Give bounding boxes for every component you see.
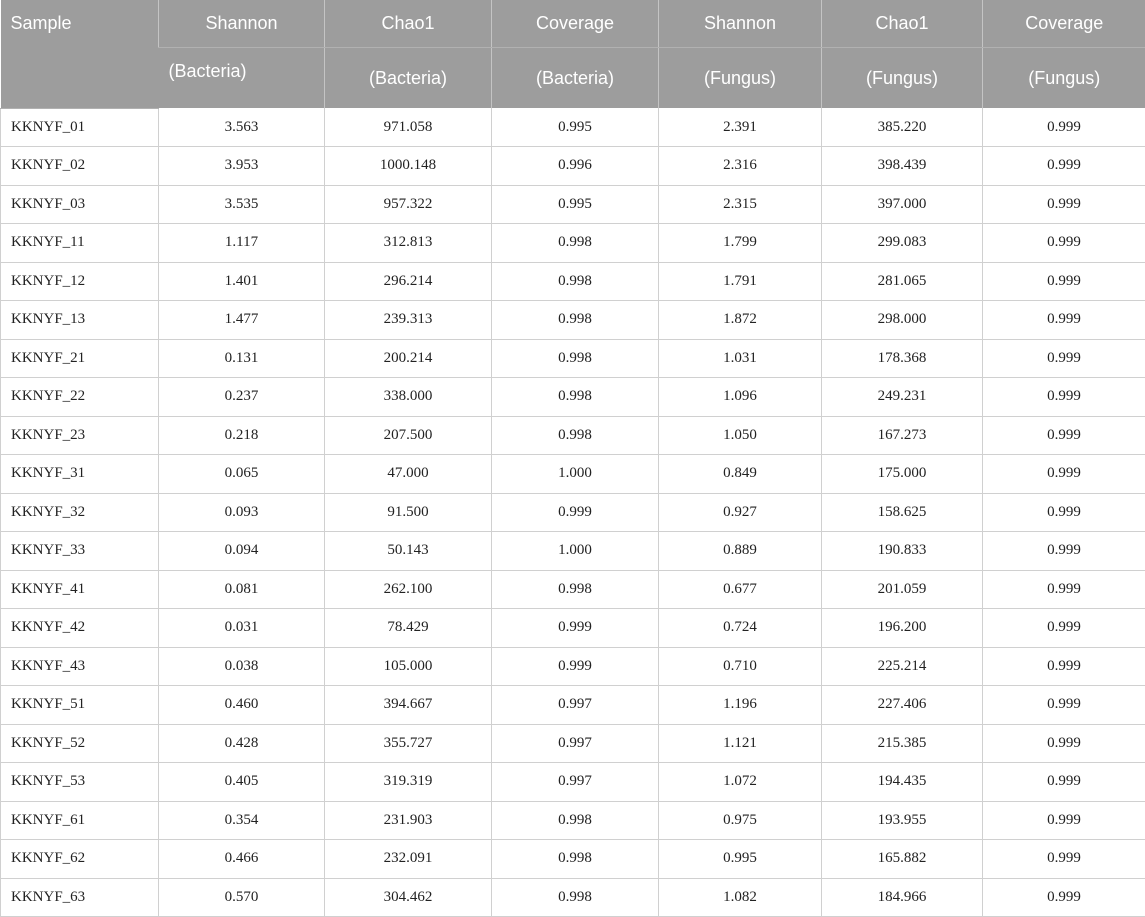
table-row [1, 147, 1145, 186]
cell-sample: KKNYF_22 [1, 378, 159, 417]
cell-coverage-fungus: 0.999 [983, 301, 1145, 340]
cell-chao1-bacteria: 78.429 [325, 609, 492, 648]
table-row [1, 609, 1145, 648]
cell-chao1-fungus: 196.200 [822, 609, 983, 648]
cell-sample: KKNYF_03 [1, 185, 159, 224]
cell-coverage-bacteria: 0.998 [492, 570, 659, 609]
cell-chao1-bacteria: 262.100 [325, 570, 492, 609]
cell-coverage-fungus: 0.999 [983, 147, 1145, 186]
cell-chao1-fungus: 167.273 [822, 416, 983, 455]
cell-chao1-bacteria: 355.727 [325, 724, 492, 763]
cell-sample: KKNYF_51 [1, 686, 159, 725]
header-coverage-bacteria: Coverage [492, 0, 659, 48]
cell-sample: KKNYF_41 [1, 570, 159, 609]
cell-shannon-bacteria: 1.477 [159, 301, 325, 340]
cell-coverage-bacteria: 0.998 [492, 378, 659, 417]
cell-coverage-fungus: 0.999 [983, 455, 1145, 494]
cell-shannon-fungus: 1.050 [659, 416, 822, 455]
cell-coverage-bacteria: 0.998 [492, 224, 659, 263]
header-chao1-bacteria: Chao1 [325, 0, 492, 48]
header-subtitle: (Fungus) [659, 48, 822, 109]
cell-chao1-bacteria: 105.000 [325, 647, 492, 686]
cell-shannon-bacteria: 1.117 [159, 224, 325, 263]
cell-chao1-bacteria: 50.143 [325, 532, 492, 571]
cell-sample: KKNYF_12 [1, 262, 159, 301]
cell-chao1-fungus: 201.059 [822, 570, 983, 609]
cell-sample: KKNYF_21 [1, 339, 159, 378]
header-coverage-fungus: Coverage [983, 0, 1145, 48]
cell-sample: KKNYF_63 [1, 878, 159, 917]
table-row [1, 570, 1145, 609]
cell-shannon-bacteria: 3.953 [159, 147, 325, 186]
cell-coverage-fungus: 0.999 [983, 686, 1145, 725]
cell-shannon-fungus: 1.072 [659, 763, 822, 802]
table-row [1, 108, 1145, 147]
header-shannon-fungus: Shannon [659, 0, 822, 48]
table-row [1, 224, 1145, 263]
cell-coverage-bacteria: 1.000 [492, 455, 659, 494]
cell-shannon-fungus: 0.849 [659, 455, 822, 494]
cell-coverage-bacteria: 0.995 [492, 108, 659, 147]
cell-coverage-fungus: 0.999 [983, 108, 1145, 147]
cell-coverage-fungus: 0.999 [983, 224, 1145, 263]
cell-shannon-bacteria: 0.065 [159, 455, 325, 494]
cell-coverage-fungus: 0.999 [983, 570, 1145, 609]
cell-shannon-bacteria: 0.031 [159, 609, 325, 648]
cell-coverage-fungus: 0.999 [983, 185, 1145, 224]
cell-shannon-bacteria: 0.405 [159, 763, 325, 802]
cell-chao1-bacteria: 304.462 [325, 878, 492, 917]
cell-chao1-fungus: 190.833 [822, 532, 983, 571]
cell-shannon-fungus: 1.196 [659, 686, 822, 725]
table-header [1, 0, 1145, 108]
cell-coverage-fungus: 0.999 [983, 378, 1145, 417]
cell-chao1-fungus: 397.000 [822, 185, 983, 224]
cell-chao1-bacteria: 338.000 [325, 378, 492, 417]
cell-chao1-fungus: 299.083 [822, 224, 983, 263]
cell-chao1-fungus: 194.435 [822, 763, 983, 802]
cell-shannon-fungus: 1.799 [659, 224, 822, 263]
cell-coverage-bacteria: 0.998 [492, 840, 659, 879]
cell-shannon-fungus: 1.082 [659, 878, 822, 917]
cell-sample: KKNYF_11 [1, 224, 159, 263]
cell-shannon-fungus: 1.791 [659, 262, 822, 301]
table-row [1, 455, 1145, 494]
header-subtitle: (Fungus) [822, 48, 983, 109]
cell-chao1-bacteria: 200.214 [325, 339, 492, 378]
cell-shannon-fungus: 1.031 [659, 339, 822, 378]
cell-chao1-fungus: 184.966 [822, 878, 983, 917]
cell-chao1-fungus: 175.000 [822, 455, 983, 494]
cell-chao1-bacteria: 207.500 [325, 416, 492, 455]
cell-coverage-bacteria: 0.998 [492, 801, 659, 840]
table-row [1, 647, 1145, 686]
table-row [1, 840, 1145, 879]
cell-sample: KKNYF_53 [1, 763, 159, 802]
cell-shannon-bacteria: 3.535 [159, 185, 325, 224]
table-row [1, 301, 1145, 340]
cell-sample: KKNYF_31 [1, 455, 159, 494]
cell-coverage-bacteria: 0.998 [492, 878, 659, 917]
cell-chao1-fungus: 298.000 [822, 301, 983, 340]
cell-coverage-fungus: 0.999 [983, 840, 1145, 879]
cell-sample: KKNYF_13 [1, 301, 159, 340]
table-row [1, 493, 1145, 532]
table-row [1, 878, 1145, 917]
cell-sample: KKNYF_62 [1, 840, 159, 879]
cell-coverage-fungus: 0.999 [983, 262, 1145, 301]
header-row-top [1, 0, 1145, 48]
cell-shannon-fungus: 2.316 [659, 147, 822, 186]
table-row [1, 339, 1145, 378]
cell-sample: KKNYF_23 [1, 416, 159, 455]
cell-chao1-fungus: 215.385 [822, 724, 983, 763]
cell-sample: KKNYF_33 [1, 532, 159, 571]
cell-coverage-fungus: 0.999 [983, 801, 1145, 840]
cell-shannon-bacteria: 0.094 [159, 532, 325, 571]
cell-coverage-bacteria: 0.996 [492, 147, 659, 186]
cell-coverage-fungus: 0.999 [983, 878, 1145, 917]
cell-sample: KKNYF_61 [1, 801, 159, 840]
header-subtitle: (Bacteria) [492, 48, 659, 109]
cell-coverage-bacteria: 0.999 [492, 647, 659, 686]
cell-coverage-bacteria: 1.000 [492, 532, 659, 571]
header-subtitle: (Fungus) [983, 48, 1145, 109]
cell-chao1-bacteria: 47.000 [325, 455, 492, 494]
cell-shannon-fungus: 0.995 [659, 840, 822, 879]
cell-coverage-fungus: 0.999 [983, 416, 1145, 455]
cell-chao1-fungus: 249.231 [822, 378, 983, 417]
cell-coverage-fungus: 0.999 [983, 532, 1145, 571]
cell-chao1-bacteria: 394.667 [325, 686, 492, 725]
cell-coverage-bacteria: 0.998 [492, 301, 659, 340]
cell-shannon-bacteria: 0.218 [159, 416, 325, 455]
table-row [1, 763, 1145, 802]
cell-chao1-fungus: 178.368 [822, 339, 983, 378]
cell-coverage-bacteria: 0.997 [492, 724, 659, 763]
cell-coverage-bacteria: 0.998 [492, 416, 659, 455]
table-row [1, 416, 1145, 455]
cell-chao1-fungus: 398.439 [822, 147, 983, 186]
cell-shannon-bacteria: 0.081 [159, 570, 325, 609]
cell-chao1-bacteria: 312.813 [325, 224, 492, 263]
cell-chao1-fungus: 281.065 [822, 262, 983, 301]
cell-chao1-fungus: 193.955 [822, 801, 983, 840]
table-row [1, 686, 1145, 725]
cell-chao1-bacteria: 239.313 [325, 301, 492, 340]
cell-coverage-bacteria: 0.999 [492, 609, 659, 648]
cell-shannon-bacteria: 0.354 [159, 801, 325, 840]
cell-shannon-bacteria: 0.093 [159, 493, 325, 532]
cell-coverage-bacteria: 0.995 [492, 185, 659, 224]
cell-chao1-fungus: 385.220 [822, 108, 983, 147]
cell-coverage-fungus: 0.999 [983, 339, 1145, 378]
cell-chao1-bacteria: 971.058 [325, 108, 492, 147]
cell-shannon-bacteria: 0.237 [159, 378, 325, 417]
table-row [1, 801, 1145, 840]
cell-shannon-fungus: 0.889 [659, 532, 822, 571]
cell-sample: KKNYF_52 [1, 724, 159, 763]
cell-shannon-fungus: 2.391 [659, 108, 822, 147]
cell-shannon-fungus: 0.927 [659, 493, 822, 532]
cell-coverage-bacteria: 0.997 [492, 686, 659, 725]
cell-chao1-fungus: 158.625 [822, 493, 983, 532]
cell-shannon-bacteria: 0.131 [159, 339, 325, 378]
cell-coverage-fungus: 0.999 [983, 493, 1145, 532]
cell-shannon-bacteria: 0.460 [159, 686, 325, 725]
cell-chao1-fungus: 227.406 [822, 686, 983, 725]
header-shannon-bacteria: Shannon [159, 0, 325, 48]
cell-chao1-bacteria: 91.500 [325, 493, 492, 532]
header-sample: Sample [1, 0, 159, 108]
cell-coverage-fungus: 0.999 [983, 647, 1145, 686]
cell-sample: KKNYF_32 [1, 493, 159, 532]
cell-shannon-fungus: 1.096 [659, 378, 822, 417]
header-subtitle: (Bacteria) [325, 48, 492, 109]
table-row [1, 378, 1145, 417]
table-row [1, 532, 1145, 571]
cell-shannon-fungus: 0.710 [659, 647, 822, 686]
cell-coverage-fungus: 0.999 [983, 763, 1145, 802]
cell-sample: KKNYF_42 [1, 609, 159, 648]
cell-shannon-fungus: 0.724 [659, 609, 822, 648]
header-row-bottom [1, 48, 1145, 109]
cell-coverage-bacteria: 0.997 [492, 763, 659, 802]
cell-chao1-bacteria: 319.319 [325, 763, 492, 802]
cell-shannon-bacteria: 0.466 [159, 840, 325, 879]
cell-chao1-bacteria: 232.091 [325, 840, 492, 879]
cell-shannon-fungus: 2.315 [659, 185, 822, 224]
cell-coverage-fungus: 0.999 [983, 609, 1145, 648]
table-row [1, 724, 1145, 763]
cell-chao1-fungus: 165.882 [822, 840, 983, 879]
cell-sample: KKNYF_01 [1, 108, 159, 147]
header-chao1-fungus: Chao1 [822, 0, 983, 48]
cell-shannon-bacteria: 1.401 [159, 262, 325, 301]
cell-chao1-bacteria: 957.322 [325, 185, 492, 224]
cell-shannon-fungus: 1.872 [659, 301, 822, 340]
cell-shannon-fungus: 1.121 [659, 724, 822, 763]
cell-chao1-fungus: 225.214 [822, 647, 983, 686]
cell-coverage-bacteria: 0.999 [492, 493, 659, 532]
cell-chao1-bacteria: 296.214 [325, 262, 492, 301]
cell-shannon-bacteria: 0.570 [159, 878, 325, 917]
cell-shannon-bacteria: 0.428 [159, 724, 325, 763]
cell-shannon-bacteria: 0.038 [159, 647, 325, 686]
cell-shannon-fungus: 0.677 [659, 570, 822, 609]
cell-shannon-fungus: 0.975 [659, 801, 822, 840]
table-row [1, 185, 1145, 224]
table-body [1, 108, 1145, 917]
header-subtitle: (Bacteria) [159, 48, 325, 109]
cell-coverage-bacteria: 0.998 [492, 262, 659, 301]
cell-coverage-bacteria: 0.998 [492, 339, 659, 378]
cell-sample: KKNYF_02 [1, 147, 159, 186]
cell-chao1-bacteria: 231.903 [325, 801, 492, 840]
cell-sample: KKNYF_43 [1, 647, 159, 686]
cell-shannon-bacteria: 3.563 [159, 108, 325, 147]
cell-chao1-bacteria: 1000.148 [325, 147, 492, 186]
cell-coverage-fungus: 0.999 [983, 724, 1145, 763]
table-row [1, 262, 1145, 301]
